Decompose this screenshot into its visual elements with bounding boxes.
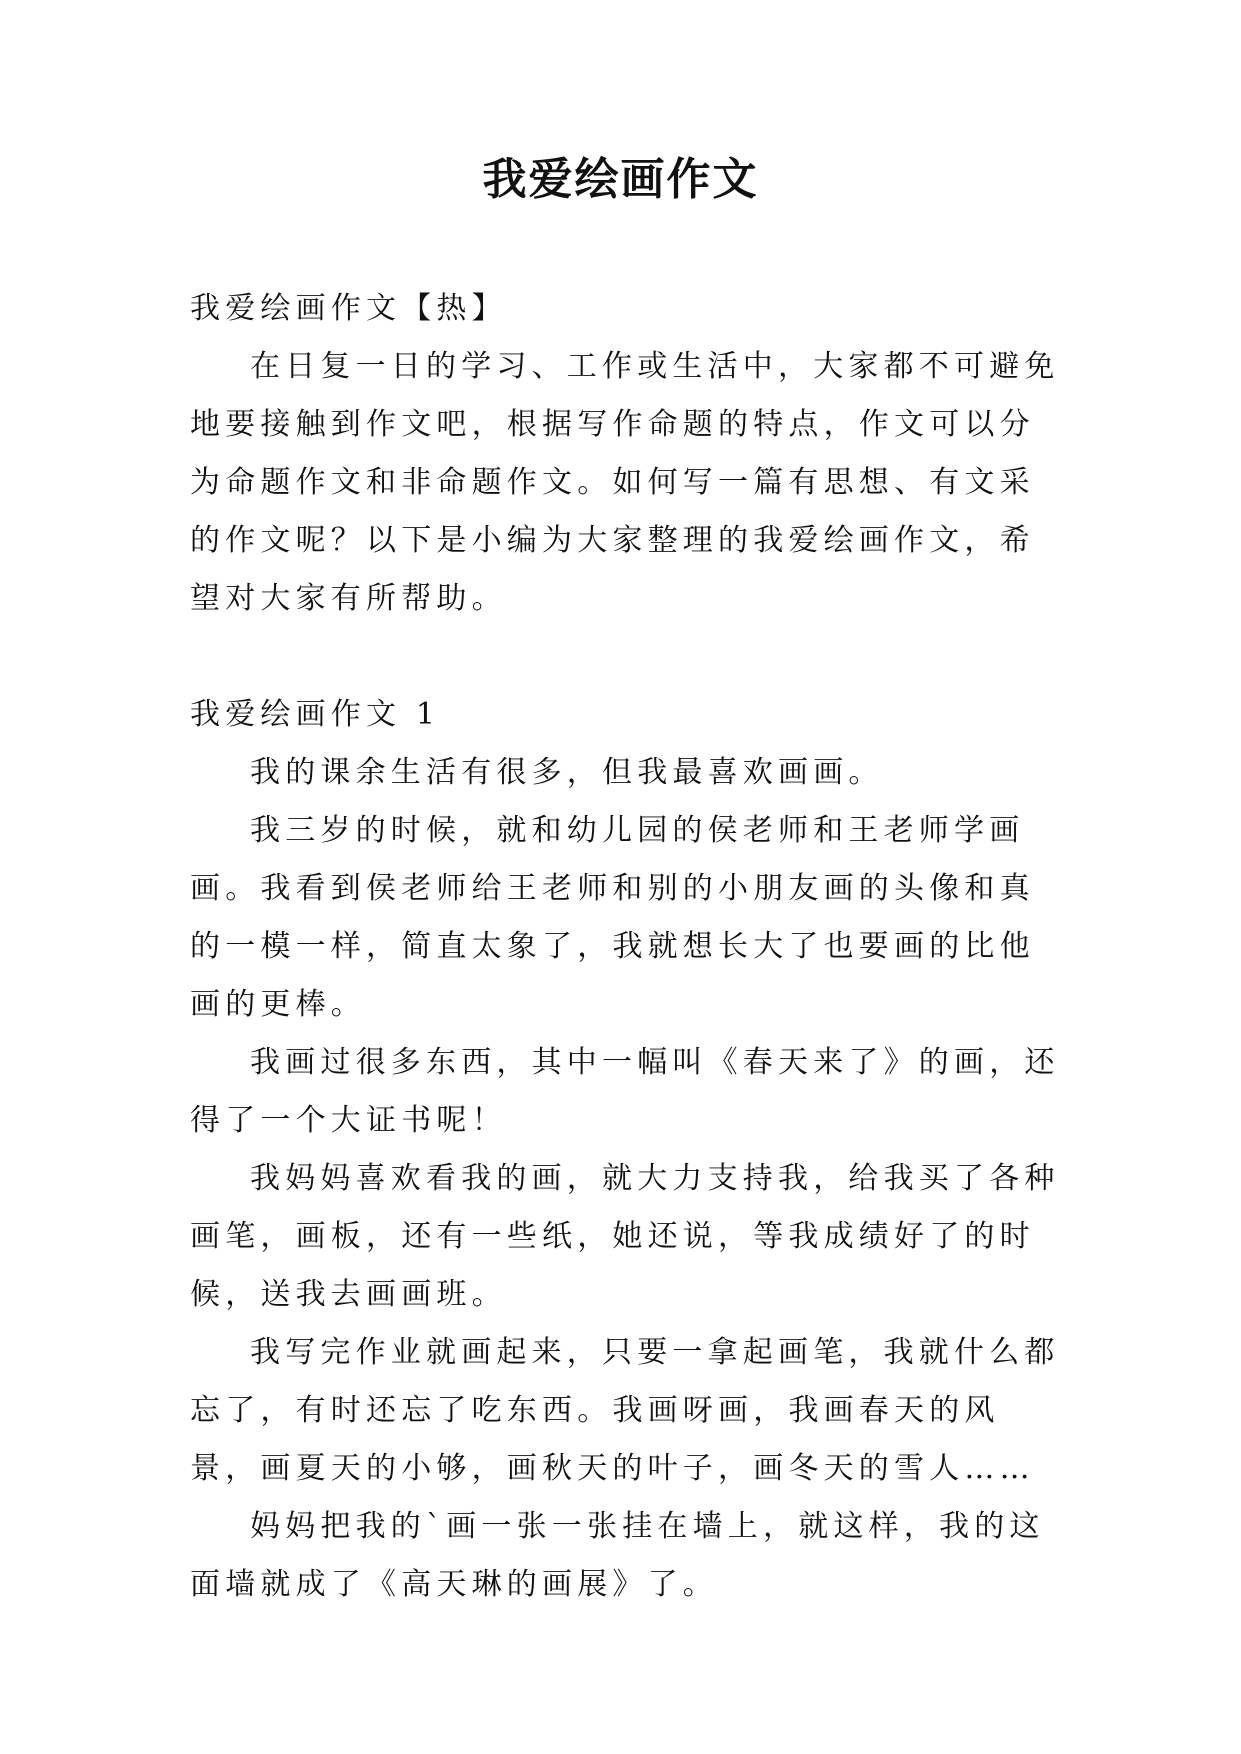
essay-paragraph: 我写完作业就画起来，只要一拿起画笔，我就什么都忘了，有时还忘了吃东西。我画呀画，我画春天的风景，画夏天的小够，画秋天的叶子，画冬天的雪人…… <box>190 1335 1060 1486</box>
essay-paragraph: 妈妈把我的`画一张一张挂在墙上，就这样，我的这面墙就成了《高天琳的画展》了。 <box>190 1509 1045 1602</box>
intro-heading: 我爱绘画作文【热】 <box>190 291 507 326</box>
document-title: 我爱绘画作文 <box>482 154 759 205</box>
essay-paragraph: 我画过很多东西，其中一幅叫《春天来了》的画，还得了一个大证书呢！ <box>190 1045 1060 1138</box>
essay-paragraph: 我妈妈喜欢看我的画，就大力支持我，给我买了各种画笔，画板，还有一些纸，她还说，等我成绩好了的时候，送我去画画班。 <box>190 1161 1060 1312</box>
essay-paragraph: 我三岁的时候，就和幼儿园的侯老师和王老师学画画。我看到侯老师给王老师和别的小朋友画的头像和真的一模一样，简直太象了，我就想长大了也要画的比他画的更棒。 <box>190 813 1035 1022</box>
essay-paragraph: 我的课余生活有很多，但我最喜欢画画。 <box>250 755 884 790</box>
intro-paragraph: 在日复一日的学习、工作或生活中，大家都不可避免地要接触到作文吧，根据写作命题的特点，作文可以分为命题作文和非命题作文。如何写一篇有思想、有文采的作文呢？以下是小编为大家整理的我爱绘画作文，希望对大家有所帮助。 <box>190 349 1060 616</box>
document-body <box>190 280 1060 1614</box>
essay-heading: 我爱绘画作文 1 <box>190 697 441 732</box>
section-spacer <box>190 628 1060 686</box>
